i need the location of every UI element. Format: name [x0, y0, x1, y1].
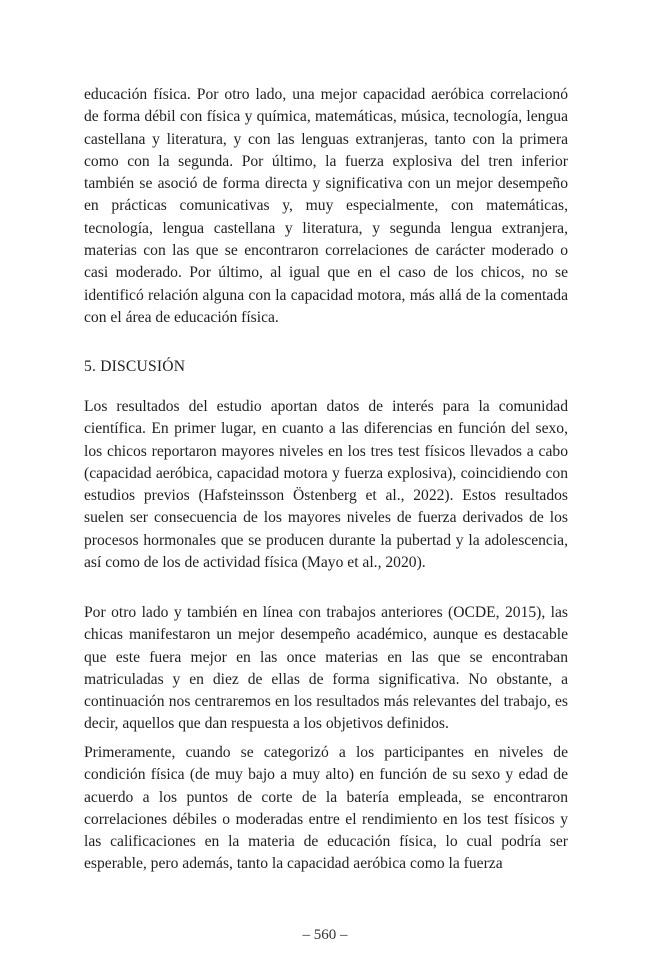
paragraph-discussion-3: Primeramente, cuando se categorizó a los participantes en niveles de condición física (de muy bajo a muy alto) en función de su sexo y edad de acuerdo a los puntos de corte de la batería empleada, se encontraron correlaciones débiles o moderadas entre el rendimiento en los test físicos y las calificaciones en la materia de educación física, lo cual podría ser esperable, pero además, tanto la capacidad aeróbica como la fuerza: [84, 744, 568, 873]
paragraph-discussion-1: Los resultados del estudio aportan datos de interés para la comunidad científica. En primer lugar, en cuanto a las diferencias en función del sexo, los chicos reportaron mayores niveles en los tres test físicos llevados a cabo (capacidad aeróbica, capacidad motora y fuerza explosiva), coincidiendo con estudios previos (Hafsteinsson Östenberg et al., 2022). Estos resultados suelen ser consecuencia de los mayores niveles de fuerza derivados de los procesos hormonales que se producen durante la pubertad y la adolescencia, así como de los de actividad física (Mayo et al., 2020).: [84, 398, 568, 572]
page-number: – 560 –: [302, 927, 348, 943]
paragraph-continuation: educación física. Por otro lado, una mejor capacidad aeróbica correlacionó de forma débil con física y química, matemáticas, música, tecnología, lengua castellana y literatura, y con las lenguas extranjeras, tanto con la primera como con la segunda. Por último, la fuerza explosiva del tren inferior también se asoció de forma directa y significativa con un mejor desempeño en prácticas comunicativas y, muy especialmente, con matemáticas, tecnología, lengua castellana y literatura, y segunda lengua extranjera, materias con las que se encontraron correlaciones de carácter moderado o casi moderado. Por último, al igual que en el caso de los chicos, no se identificó relación alguna con la capacidad motora, más allá de la comentada con el área de educación física.: [84, 86, 568, 326]
section-heading-discussion: 5. DISCUSIÓN: [84, 358, 186, 375]
paragraph-discussion-2: Por otro lado y también en línea con trabajos anteriores (OCDE, 2015), las chicas manifestaron un mejor desempeño académico, aunque es destacable que este fuera mejor en las once materias en las que se encontraban matriculadas y en diez de ellas de forma significativa. No obstante, a continuación nos centraremos en los resultados más relevantes del trabajo, es decir, aquellos que dan respuesta a los objetivos definidos.: [84, 604, 568, 733]
